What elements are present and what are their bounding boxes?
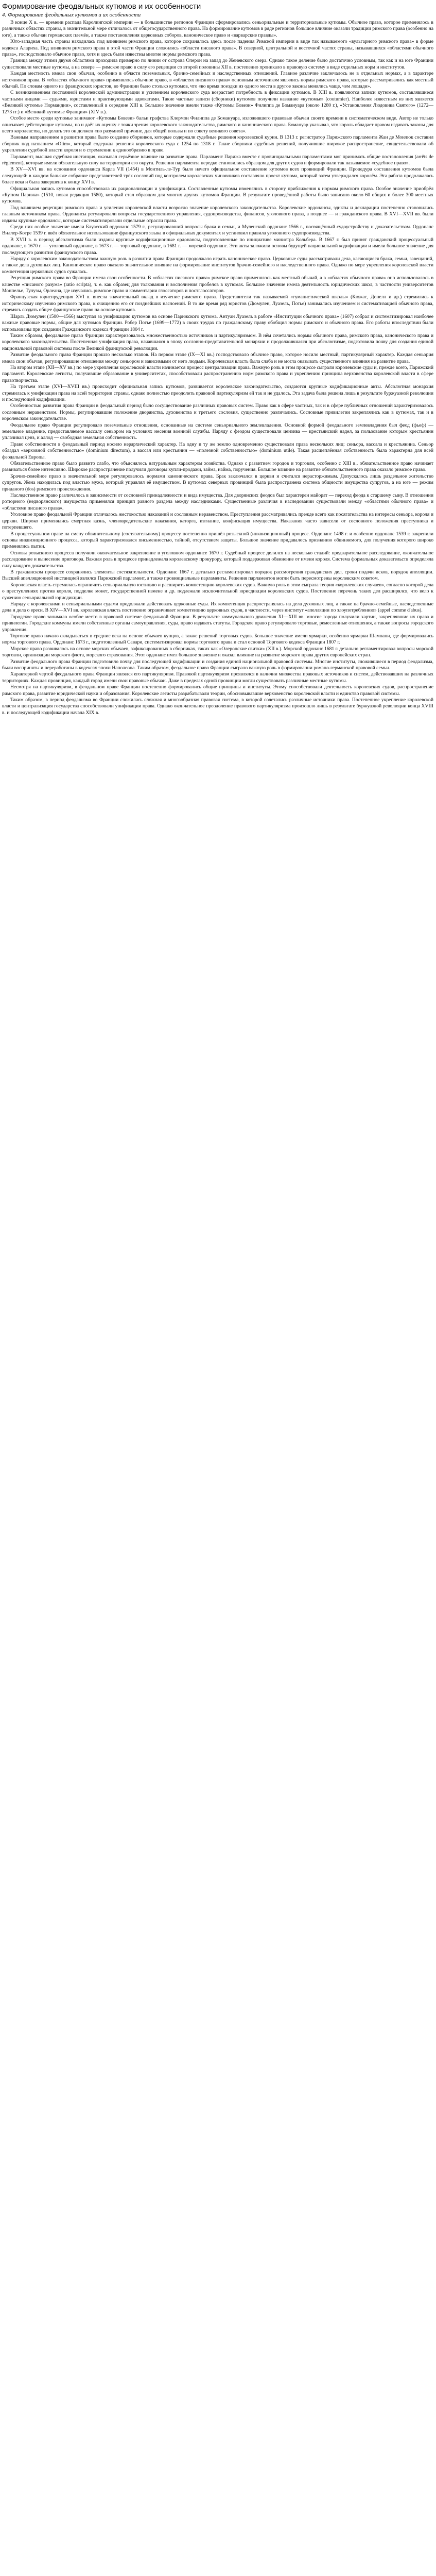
paragraph: В конце X в. — времени распада Каролингской империи — в большинстве регионов Франции сформировались сеньориальные и территориальные кутюмы. Обычное право, которое применялось в различных областях страны, в значительной мере отличалось от общегосударственного права. На формирование кутюмов в ряде регионов большое влияние оказали традиции римского права (особенно на юге), а также обычаи германских племён, а также постановления церковных соборов, каноническое право и «варварские правды». [2,20,433,38]
paragraph: В процессуальном праве на смену обвинительному (состязательному) процессу постепенно пришёл розыскной (инквизиционный) процесс. Ордонанс 1498 г. и особенно ордонанс 1539 г. закрепили основы инквизиционного процесса, который характеризовался письменностью, тайной, отсутствием защиты. Большое значение придавалось признанию обвиняемого, для получения которого широко применялись пытки. [2,531,433,550]
paragraph: Морское право развивалось на основе морских обычаев, зафиксированных в сборниках, таких как «Олеронские свитки» (XII в.). Морской ордонанс 1681 г. детально регламентировал вопросы морской торговли, организации морского флота, морского страхования. Этот ордонанс имел большое значение и оказал влияние на развитие морского права других европейских стран. [2,646,433,658]
paragraph: Французская юриспруденция XVI в. внесла значительный вклад в изучение римского права. Представители так называемой «гуманистической школы» (Кюжас, Донелл и др.) стремились к историческому изучению римского права, к очищению его от позднейших наслоений. В то же время ряд юристов (Дюмулен, Луазель, Потье) занимались изучением и систематизацией обычного права, стремясь создать общее французское право на основе кутюмов. [2,294,433,313]
page-title: Формирование феодальных кутюмов и их особенности [2,2,201,11]
paragraph: Право собственности в феодальный период носило иерархический характер. На одну и ту же землю одновременно существовали права нескольких лиц: сеньора, вассала и крестьянина. Сеньор обладал «верховной собственностью» (dominium directum), а вассал или крестьянин — «полезной собственностью» (dominium utile). Такая расщеплённая собственность была характерна для всей феодальной Европы. [2,441,433,460]
paragraph: На втором этапе (XII—XV вв.) по мере укрепления королевской власти начинается процесс централизации права. Важную роль в этом процессе сыграли королевские суды и, прежде всего, Парижский парламент. Королевские легисты, получившие образование в университетах, способствовали распространению норм римского права и укреплению принципа верховенства королевской власти в сфере правотворчества. [2,364,433,383]
paragraph: Королевская власть стремилась ограничить сеньориальную юстицию и расширить компетенцию королевских судов. Важную роль в этом сыграла теория «королевских случаев», согласно которой дела о преступлениях против короля, подделке монет, государственной измене и др. подлежали исключительной юрисдикции королевских судов. Постепенно перечень таких дел расширялся, что вело к сужению сеньориальной юрисдикции. [2,582,433,601]
paragraph: Торговое право начало складываться в средние века на основе обычаев купцов, а также решений торговых судов. Большое значение имели ярмарки, особенно ярмарки Шампани, где формировались нормы торгового права. Ордонанс 1673 г., подготовленный Савари, систематизировал нормы торгового права и стал основой Торгового кодекса Франции 1807 г. [2,633,433,646]
paragraph: Важным направлением в развитии права было создание сборников, которые содержали судебные решения королевской курии. В 1313 г. регистратор Парижского парламента Жан де Монлюк составил сборник под названием «Olim», который содержал решения королевского суда с 1254 по 1318 г. Такие сборники судебных решений, получившие широкое распространение, свидетельствовали об укреплении судебной власти короля и о стремлении к единообразию в праве. [2,134,433,154]
paragraph: Шарль Дюмулен (1500—1566) выступал за унификацию кутюмов на основе Парижского кутюма. Антуан Луазель в работе «Институции обычного права» (1607) собрал и систематизировал наиболее важные правовые нормы, общие для кутюмов Франции. Робер Потье (1699—1772) в своих трудах по гражданскому праву обобщил нормы римского и обычного права. Его работы впоследствии были использованы при создании Гражданского кодекса Франции 1804 г. [2,313,433,332]
section-subtitle: 4. Формирование феодальных кутюмов и их особенности [2,12,141,18]
article-body [2,20,433,716]
paragraph: Рецепция римского права во Франции имела свои особенности. В «областях писаного права» римское право применялось как местный обычай, а в «областях обычного права» оно использовалось в качестве «писаного разума» (ratio scripta), т. е. как образец для толкования и восполнения пробелов в кутюмах. Большое значение имела деятельность юридических школ, в частности университетов Монпелье, Тулузы, Орлеана, где изучались римское право и комментарии глоссаторов и постглоссаторов. [2,275,433,294]
paragraph: Юго-западная часть страны находилась под влиянием римского права, которое сохранялось здесь после падения Римской империи в виде так называемого «вульгарного римского права» в форме кодекса Алариха. Под влиянием римского права в этой части Франции сложились «области писаного права». В северной, центральной и восточной частях страны, называвшихся «областями обычного права», господствовало обычное право, хотя и здесь были известны многие нормы римского права. [2,39,433,58]
paragraph: Брачно-семейное право в значительной мере регулировалось нормами канонического права. Брак заключался в церкви и считался нерасторжимым. Допускалось лишь раздельное жительство супругов. Жена находилась под властью мужа, который управлял её имуществом. В кутюмах северных провинций была распространена система общности имущества супругов, а на юге — режим приданого (dos) римского происхождения. [2,473,433,492]
paragraph: Развитие феодального права Франции прошло несколько этапов. На первом этапе (IX—XI вв.) господствовало обычное право, которое носило местный, партикулярный характер. Каждая сеньория имела свои обычаи, регулировавшие отношения между сеньором и зависимыми от него людьми. Королевская власть была слаба и не могла оказывать существенного влияния на развитие права. [2,352,433,364]
paragraph: Особое место среди кутюмье занимают «Кутюмы Бовези» бальи графства Клермон Филиппа де Бомануара, изложившего правовые обычаи своего времени в систематическом виде. Автор не только описывает действующие кутюмы, но и даёт их оценку с точки зрения королевского законодательства, римского и канонического права. Бомануар указывал, что король обладает правом издавать законы для всего королевства, но делать это он должен «по разумной причине, для общей пользы и по совету великого совета». [2,115,433,134]
paragraph: В XVII в. в период абсолютизма были изданы крупные кодификационные ордонансы, подготовленные по инициативе министра Кольбера. В 1667 г. был принят гражданский процессуальный ордонанс, в 1670 г. — уголовный ордонанс, в 1673 г. — торговый ордонанс, в 1681 г. — морской ордонанс. Эти акты заложили основы будущей национальной кодификации и имели большое значение для последующего развития французского права. [2,236,433,256]
paragraph: Наряду с королевским законодательством важную роль в развитии права Франции продолжало играть каноническое право. Церковные суды рассматривали дела, касающиеся брака, семьи, завещаний, а также дела духовных лиц. Каноническое право оказало значительное влияние на формирование институтов брачно-семейного и наследственного права. Однако по мере укрепления королевской власти компетенция церковных судов сужалась. [2,256,433,275]
article [2,0,433,716]
paragraph: Наряду с королевскими и сеньориальными судами продолжали действовать церковные суды. Их компетенция распространялась на дела духовных лиц, а также на брачно-семейные, наследственные дела и дела о ереси. В XIV—XVI вв. королевская власть постепенно ограничивает компетенцию церковных судов, в частности, через институт «апелляции по злоупотреблению» (appel comme d'abus). [2,601,433,614]
paragraph: Под влиянием рецепции римского права и усиления королевской власти возросло значение королевского законодательства. Королевские ордонансы, эдикты и декларации постепенно становились главным источником права. Ордонансы регулировали вопросы государственного управления, судопроизводства, финансов, уголовного права, а позднее — и гражданского права. В XVI—XVII вв. были изданы крупные ордонансы, которые систематизировали отдельные отрасли права. [2,205,433,224]
paragraph: Основы розыскного процесса получили окончательное закрепление в уголовном ордонансе 1670 г. Судебный процесс делился на несколько стадий: предварительное расследование, окончательное расследование и вынесение приговора. Важная роль в процессе принадлежала королевскому прокурору, который поддерживал обвинение от имени короля. Система формальных доказательств определяла силу каждого доказательства. [2,550,433,569]
paragraph: С возникновением постоянной королевской администрации и усилением королевского суда возрастает потребность в фиксации кутюмов. В XIII в. появляются записи кутюмов, составлявшиеся частными лицами — судьями, юристами и практикующими адвокатами. Такие частные записи (сборники) кутюмов получили название «кутюмье» (coutumier). Наиболее известным из них является «Великий кутюмье Нормандии», составленный в середине XIII в. Большое значение имели также «Кутюмы Бовези» Филиппа де Бомануара (около 1280 г.), «Установления Людовика Святого» (1272—1273 гг.) и «Великий кутюмье Франции» (XIV в.). [2,90,433,115]
paragraph: Феодальное право Франции регулировало поземельные отношения, основанные на системе сеньориального землевладения. Основной формой феодального землевладения был феод (фьеф) — земельное владение, предоставляемое вассалу сеньором на условиях несения военной службы. Наряду с феодом существовали цензива — крестьянский надел, за пользование которым крестьянин уплачивал ценз, и аллод — свободная земельная собственность. [2,422,433,441]
paragraph: Таким образом, феодальное право Франции характеризовалось множественностью источников и партикуляризмом. В нём сочетались нормы обычного права, римского права, канонического права и королевского законодательства. Постепенная унификация права, начавшаяся в эпоху сословно-представительной монархии и продолжившаяся при абсолютизме, подготовила почву для создания единой национальной правовой системы после Великой французской революции. [2,332,433,351]
paragraph: Каждая местность имела свои обычаи, особенно в области поземельных, брачно-семейных и наследственных отношений. Главное различие заключалось не в отдельных нормах, а в характере источников права. В «областях обычного права» применялось обычное право, в «областях писаного права» основным источником являлись нормы римского права, которые рассматривались как местный обычай. По словам одного из французских юристов, во Франции было столько кутюмов, что «во время поездки из одного места в другое законы менялись чаще, чем лошади». [2,71,433,90]
paragraph: Среди них особое значение имели Блуасский ордонанс 1579 г., регулировавший вопросы брака и семьи, и Муленский ордонанс 1566 г., посвящённый судоустройству и доказательствам. Ордонанс Виллер-Котре 1539 г. ввёл обязательное использование французского языка в официальных документах и установил правила уголовного судопроизводства. [2,224,433,236]
paragraph: Парламент, высшая судебная инстанция, оказывал серьёзное влияние на развитие права. Парламент Парижа вместе с провинциальными парламентами мог принимать общие постановления (arrêts de règlement), которые имели обязательную силу на территории его округа. Решения парламента нередко становились образцом для других судов и формировали так называемое «судебное право». [2,154,433,166]
paragraph: Развитие феодального права Франции подготовило почву для последующей кодификации и создания единой национальной правовой системы. Многие институты, сложившиеся в период феодализма, были восприняты и переработаны в кодексах эпохи Наполеона. Таким образом, феодальное право Франции сыграло важную роль в формировании романо-германской правовой семьи. [2,658,433,671]
paragraph: Обязательственное право было развито слабо, что объяснялось натуральным характером хозяйства. Однако с развитием городов и торговли, особенно с XIII в., обязательственное право начинает развиваться более интенсивно. Широкое распространение получили договоры купли-продажи, займа, найма, поручения. Большое влияние на развитие обязательственного права оказало римское право. [2,461,433,473]
paragraph: Официальная запись кутюмов способствовала их рационализации и унификации. Составленные кутюмы изменялись в сторону приближения к нормам римского права. Особое значение приобрёл «Кутюм Парижа» (1510, новая редакция 1580), который стал образцом для многих других кутюмов Франции. В результате проведённой работы было записано около 60 общих и более 300 местных кутюмов. [2,185,433,205]
paragraph: В гражданском процессе сохранялись элементы состязательности. Ордонанс 1667 г. детально регламентировал порядок рассмотрения гражданских дел, сроки подачи исков, порядок апелляции. Высшей апелляционной инстанцией являлся Парижский парламент, а также провинциальные парламенты. Решения парламентов могли быть пересмотрены королевским советом. [2,569,433,582]
paragraph: Наследственное право различалось в зависимости от сословной принадлежности и вида имущества. Для дворянских феодов был характерен майорат — переход феода к старшему сыну. В отношении ротюрного (недворянского) имущества применялся принцип равного раздела между наследниками. Существенные различия в наследовании существовали между «областями обычного права» и «областями писаного права». [2,493,433,511]
paragraph: Граница между этими двумя областями проходила примерно по линии от острова Олерон на запад до Женевского озера. Однако такое деление было достаточно условным, так как и на юге Франции существовали местные кутюмы, а на севере — римское право в силу его рецепции со второй половины XII в. постепенно проникало в правовую систему в виде отдельных норм и институтов. [2,58,433,70]
paragraph: Характерной чертой феодального права Франции являлся его партикуляризм. Правовой партикуляризм проявлялся в наличии множества правовых источников и систем, действовавших на различных территориях. Каждая провинция, каждый город имели свои правовые обычаи. Даже в пределах одной провинции могли существовать различные местные кутюмы. [2,671,433,684]
paragraph: Таким образом, в период феодализма во Франции сложилась сложная и многообразная правовая система, в которой сочетались различные источники права. Постепенное укрепление королевской власти и централизация государства способствовали унификации права. Однако окончательное преодоление правового партикуляризма произошло лишь в результате буржуазной революции конца XVIII в. и последующей кодификации начала XIX в. [2,697,433,716]
paragraph: На третьем этапе (XVI—XVIII вв.) происходит официальная запись кутюмов, развивается королевское законодательство, создаются крупные кодификационные акты. Абсолютная монархия стремилась к унификации права на всей территории страны, однако полностью преодолеть правовой партикуляризм ей так и не удалось. Эта задача была решена лишь в результате буржуазной революции и последующей кодификации. [2,384,433,402]
paragraph: Несмотря на партикуляризм, в феодальном праве Франции постепенно формировались общие принципы и институты. Этому способствовали деятельность королевских судов, распространение римского права, развитие юридической науки и образования. Королевские легисты разрабатывали теории, обосновывавшие верховенство королевской власти и единство правовой системы. [2,684,433,697]
paragraph: Городское право занимало особое место в правовой системе феодальной Франции. В результате коммунального движения XI—XIII вв. многие города получили хартии, закреплявшие их права и привилегии. Городские коммуны имели собственные органы самоуправления, суды, право издавать статуты. Городское право регулировало торговые, ремесленные отношения, а также вопросы городского управления. [2,614,433,633]
paragraph: Уголовное право феодальной Франции отличалось жестокостью наказаний и сословным неравенством. Преступления рассматривались прежде всего как посягательства на интересы сеньора, короля и церкви. Широко применялись смертная казнь, членовредительские наказания, каторга, изгнание, конфискация имущества. Наказания часто зависели от сословного положения преступника и потерпевшего. [2,512,433,531]
paragraph: Особенностью развития права Франции в феодальный период было сосуществование различных правовых систем. Право как в сфере частных, так и в сфере публичных отношений характеризовалось сословным неравенством. Нормы, регулировавшие положение дворянства, духовенства и третьего сословия, существенно различались. Сословные привилегии закреплялись как в кутюмах, так и в королевском законодательстве. [2,403,433,422]
paragraph: В XV—XVI вв. на основании ордонанса Карла VII (1454) в Монтиль-ле-Тур было начато официальное составление кутюмов всех провинций Франции. Процедура составления кутюмов была следующей: в каждом бальяже собрание представителей трёх сословий под контролем королевских чиновников составляло проект кутюма, который затем утверждался королём. Эта работа продолжалась более века и была завершена к концу XVI в. [2,166,433,185]
